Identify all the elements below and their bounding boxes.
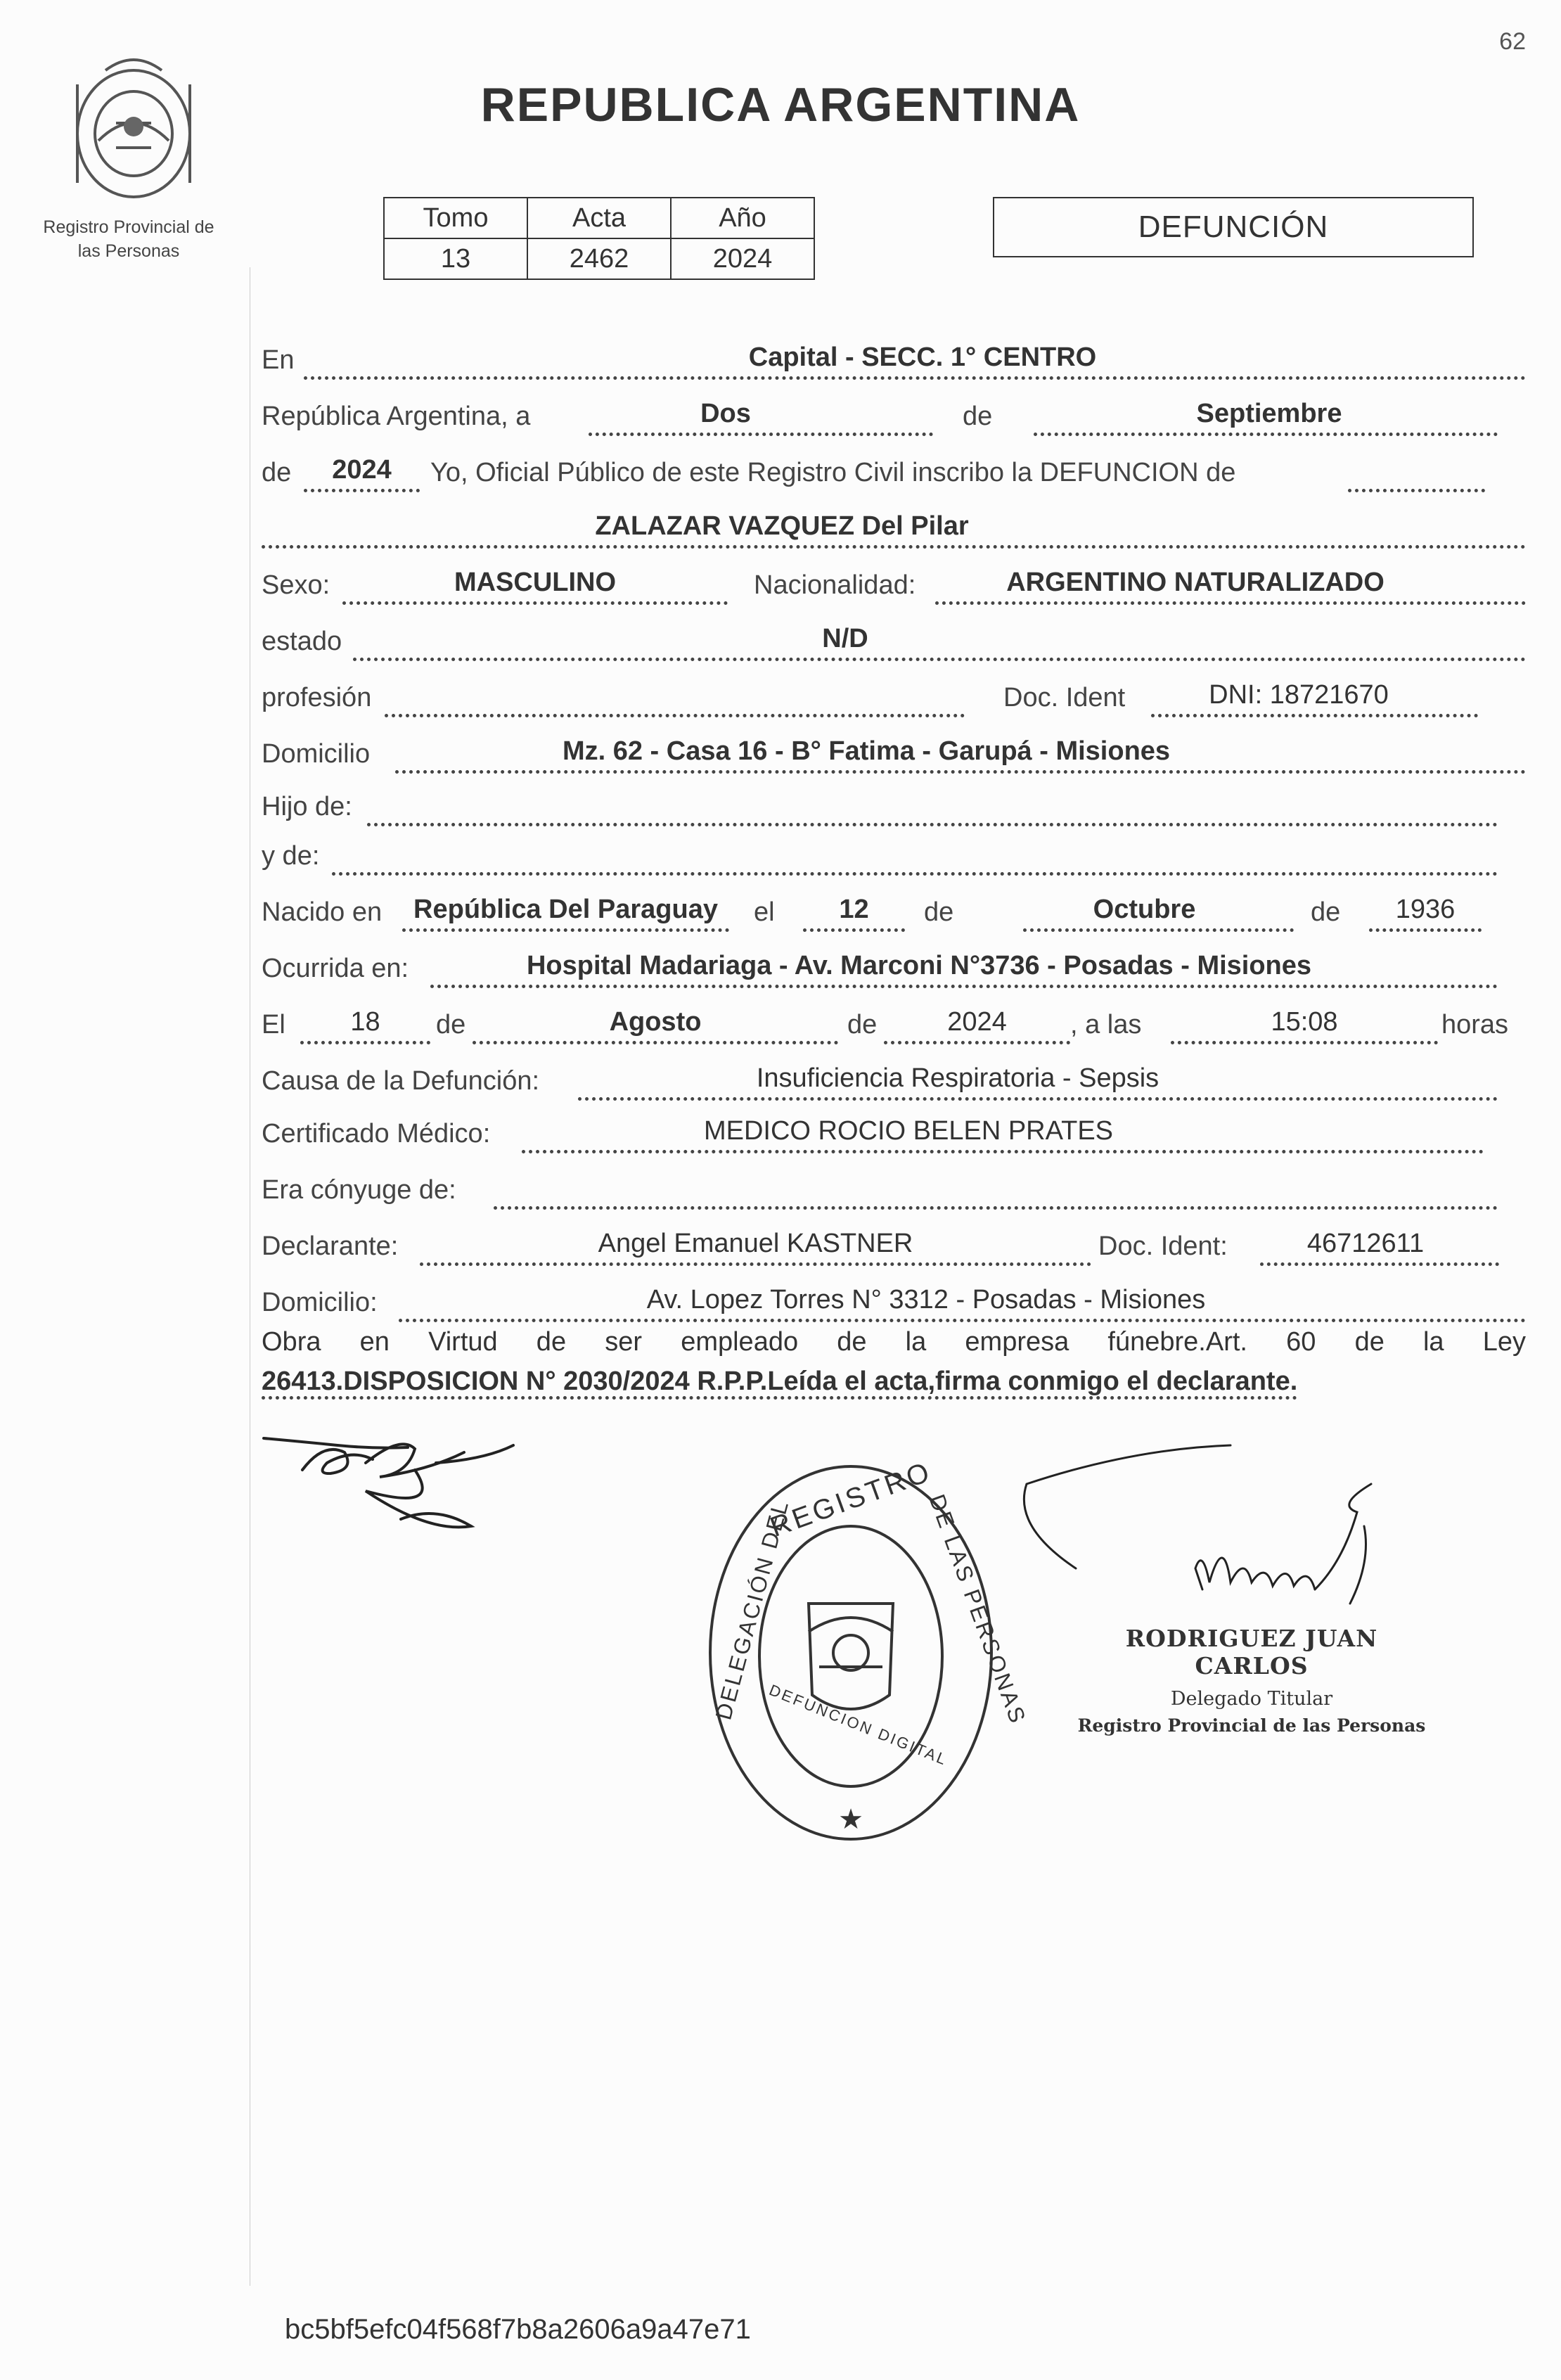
declarant-signature-icon [260,1421,527,1547]
page-title: REPUBLICA ARGENTINA [480,78,1081,132]
row-hijo [262,777,1526,826]
obra-line1 [262,1322,1526,1362]
estado-label: estado [262,627,342,656]
defuncion-mes-value: Agosto [609,1007,702,1037]
domicilio-label: Domicilio: [262,1288,378,1317]
row-ocurrida [262,939,1526,988]
anio-inscripcion-value: 2024 [332,455,392,485]
certificado-value: MEDICO ROCIO BELEN PRATES [703,1116,1114,1146]
row-domicilio [262,724,1526,774]
officer-name: RODRIGUEZ JUAN CARLOS [1125,1625,1378,1680]
dotted-line [304,376,1526,380]
dotted-line [935,601,1526,605]
obra-text: ser empleado de la empresa fúnebre.Art. 60 de la Ley [605,1327,1526,1357]
republica-label: República Argentina, a [262,402,531,431]
dotted-line [402,928,729,932]
dotted-line [1171,1041,1438,1044]
tomo-label: Tomo [384,198,527,238]
doc-ident-label: Doc. Ident: [1098,1231,1228,1261]
row-estado [262,612,1526,661]
de-label: de [262,458,292,487]
row-nacido [262,883,1526,932]
officer-role: Delegado Titular [1170,1688,1333,1710]
domicilio-value: Mz. 62 - Casa 16 - B° Fatima - Garupá - Misiones [562,736,1171,766]
page-number: 62 [1499,28,1526,55]
dotted-line [522,1150,1484,1153]
dotted-line [1260,1262,1499,1266]
record-number-table [383,197,815,280]
obra-prefix: Obra en Virtud de [262,1327,567,1357]
row-sexo [262,556,1526,605]
officer-signature-icon [1020,1442,1441,1653]
conyuge-label: Era cónyuge de: [262,1175,456,1205]
de-label: de [436,1010,466,1039]
acta-value: 2462 [527,238,671,279]
svg-text:★: ★ [838,1804,863,1835]
row-nombre [262,499,1526,549]
stamp-text-right: DE LAS PERSONAS [924,1490,1032,1728]
stamp-text-left: DELEGACIÓN DEL [710,1496,794,1723]
yo-text: Yo, Oficial Público de este Registro Civil inscribo la DEFUNCION de [430,458,1236,487]
de-label: de [924,897,954,927]
de-label: de [847,1010,878,1039]
dotted-line [1151,714,1478,717]
dotted-line [430,985,1498,988]
row-causa [262,1051,1526,1101]
el-label: el [754,897,775,927]
document-hash: bc5bf5efc04f568f7b8a2606a9a47e71 [285,2314,751,2345]
dotted-line [578,1097,1498,1101]
dotted-line [304,489,420,492]
nacionalidad-value: ARGENTINO NATURALIZADO [1006,568,1385,597]
tomo-value: 13 [384,238,527,279]
defuncion-anio-value: 2024 [947,1007,1007,1037]
profesion-label: profesión [262,683,372,712]
domicilio-declarante-value: Av. Lopez Torres N° 3312 - Posadas - Misiones [646,1285,1206,1314]
sexo-label: Sexo: [262,570,330,600]
row-y-de [262,826,1526,876]
el-label: El [262,1010,285,1039]
hijo-label: Hijo de: [262,792,352,821]
defuncion-dia-value: 18 [350,1007,380,1037]
dia-value: Dos [700,399,751,428]
officer-signature-block [1069,1625,1434,1736]
obra-line2: 26413.DISPOSICION N° 2030/2024 R.P.P.Leída el acta,firma conmigo el declarante. [262,1367,1297,1400]
dotted-line [803,928,905,932]
dotted-line [300,1041,430,1044]
declarante-doc-value: 46712611 [1306,1229,1425,1258]
dotted-line [1348,489,1485,492]
row-conyuge [262,1160,1526,1210]
record-type-box: DEFUNCIÓN [993,197,1474,257]
estado-value: N/D [822,624,868,653]
nacido-label: Nacido en [262,897,383,927]
de-label: de [1311,897,1341,927]
certificado-label: Certificado Médico: [262,1119,491,1149]
row-fecha-inscripcion [262,387,1526,436]
declarante-label: Declarante: [262,1231,399,1261]
dotted-line [494,1206,1498,1210]
nacido-value: República Del Paraguay [413,895,718,924]
province-coat-of-arms-icon [49,42,218,211]
anio-value: 2024 [671,238,814,279]
row-fecha-defuncion [262,995,1526,1044]
dotted-line [262,545,1526,549]
dotted-line [1034,433,1498,436]
causa-value: Insuficiencia Respiratoria - Sepsis [756,1063,1159,1093]
causa-label: Causa de la Defunción: [262,1066,540,1096]
anio-label: Año [671,198,814,238]
hora-value: 15:08 [1271,1007,1338,1037]
dotted-line [473,1041,838,1044]
registry-name-line1: Registro Provincial de [43,217,214,237]
dotted-line [342,601,728,605]
nombre-value: ZALAZAR VAZQUEZ Del Pilar [595,511,969,541]
dotted-line [1023,928,1294,932]
stamp-text-top: REGISTRO [766,1456,936,1543]
nacimiento-mes-value: Octubre [1093,895,1196,924]
dotted-line [353,658,1526,661]
obra-paragraph [262,1322,1526,1401]
stamp-text-inner: DEFUNCION DIGITAL [766,1681,951,1770]
ocurrida-label: Ocurrida en: [262,954,409,983]
dotted-line [395,770,1526,774]
nacimiento-anio-value: 1936 [1395,895,1456,924]
acta-label: Acta [527,198,671,238]
declarante-value: Angel Emanuel KASTNER [598,1229,913,1258]
row-declarante [262,1217,1526,1266]
registry-name [13,215,245,263]
a-las-label: , a las [1070,1010,1142,1039]
ocurrida-value: Hospital Madariaga - Av. Marconi N°3736 - Posadas - Misiones [526,951,1312,980]
dotted-line [1369,928,1482,932]
dotted-line [332,872,1498,876]
mes-value: Septiembre [1196,399,1342,428]
nacimiento-dia-value: 12 [839,895,869,924]
lugar-value: Capital - SECC. 1° CENTRO [748,343,1097,372]
de-label: de [963,402,993,431]
domicilio-label: Domicilio [262,739,371,769]
sexo-value: MASCULINO [454,568,617,597]
row-domicilio-declarante [262,1273,1526,1322]
row-profesion [262,668,1526,717]
y-de-label: y de: [262,841,320,871]
officer-office: Registro Provincial de las Personas [1077,1715,1426,1736]
dotted-line [385,714,965,717]
registry-name-line2: las Personas [77,241,180,261]
doc-ident-label: Doc. Ident [1003,683,1126,712]
row-anio [262,443,1526,492]
row-lugar [262,331,1526,380]
en-label: En [262,345,295,375]
dotted-line [884,1041,1070,1044]
dotted-line [589,433,933,436]
dni-value: DNI: 18721670 [1209,680,1389,710]
dotted-line [420,1262,1091,1266]
horas-label: horas [1441,1010,1509,1039]
row-certificado [262,1104,1526,1153]
nacionalidad-label: Nacionalidad: [754,570,916,600]
